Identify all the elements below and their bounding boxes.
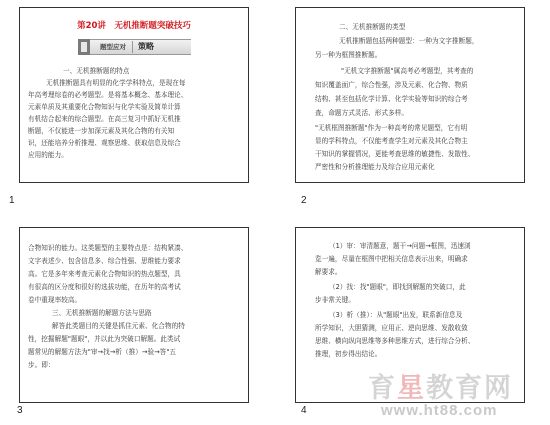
text-line: （2）找：找"题眼"，即找到解题的突破口，此 — [329, 283, 466, 291]
slide-number: 3 — [17, 405, 23, 416]
slide-thumbnail-2[interactable] — [295, 7, 525, 183]
watermark-star-text: 星 — [397, 373, 426, 404]
site-watermark — [368, 366, 513, 405]
text-line: 览一遍，尽量在框图中把相关信息表示出来，明确求 — [315, 255, 468, 263]
text-line: 步非常关键。 — [315, 296, 355, 304]
banner-heading: 策略 — [138, 42, 154, 51]
text-line: 性，挖掘解题"题眼"，并以此为突破口解题。此类试 — [28, 335, 181, 343]
text-line: 文字表述少、包含信息多、综合性强、思维能力要求 — [28, 257, 181, 265]
text-line: 显的学科特点，不仅能考查学生对元素及其化合物主 — [315, 137, 468, 145]
text-line: 思维、横向纵向思维等多种思维方式，进行综合分析、 — [315, 337, 475, 345]
text-line: 结构、甚至包括化学计算、化学实验等知识的综合考 — [315, 95, 468, 103]
slide-title: 第20讲 无机推断题突破技巧 — [77, 21, 191, 31]
banner-label: 题型应对 — [100, 43, 126, 51]
text-line: 卷中重现率较高。 — [28, 296, 82, 304]
text-line: 年高考理综卷的必考题型。是将基本概念、基本理论、 — [28, 91, 188, 99]
text-line: （1）审：审清题意，题干→问题→框图，迅速浏 — [329, 242, 471, 250]
slide-number: 4 — [301, 405, 307, 416]
watermark-text: 教育网 — [426, 373, 513, 404]
slide-number: 2 — [301, 195, 307, 206]
text-line: 解答此类题目的关键是抓住元素、化合物的特 — [52, 322, 185, 330]
text-line: 步。即： — [28, 361, 55, 369]
text-line: 二、无机推断题的类型 — [339, 23, 406, 31]
text-line: 应用的能力。 — [28, 151, 68, 159]
text-line: 合物知识的能力。这类题型的主要特点是：结构紧凑、 — [28, 244, 188, 252]
slide-number: 1 — [9, 195, 15, 206]
text-line: 高。它是多年来考查元素化合物知识的热点题型，具 — [28, 270, 181, 278]
watermark-url: www.ht88.com — [381, 402, 498, 419]
text-line: 无机推断题包括两种题型：一种为文字推断题， — [339, 37, 479, 45]
text-line: 有机结合起来的综合题型。在高三复习中抓好无机推 — [28, 115, 181, 123]
text-line: 所学知识，大胆猜测，应用正、逆向思维、发散收敛 — [315, 324, 468, 332]
slide-thumbnail-3[interactable] — [19, 227, 249, 403]
text-line: 有很高的区分度和很好的选拔功能，在历年的高考试 — [28, 283, 181, 291]
text-line: 元素单质及其重要化合物知识与化学实验及简单计算 — [28, 103, 181, 111]
text-line: 断题，不仅能进一步加深元素及其化合物的有关知 — [28, 127, 175, 135]
text-line: 解要求。 — [315, 268, 342, 276]
strategy-banner — [78, 39, 191, 55]
book-icon — [78, 39, 90, 55]
text-line: 另一种为框图推断题。 — [315, 51, 382, 59]
watermark-text: 育 — [368, 373, 397, 404]
slide-thumbnail-1[interactable] — [19, 7, 249, 183]
text-line: "无机框图推断题"作为一种高考的常见题型，它有明 — [315, 124, 468, 132]
text-line: 识，还能培养分析推理、观察思维、获取信息及综合 — [28, 139, 181, 147]
text-line: 查，命题方式灵活、形式多样。 — [315, 109, 409, 117]
text-line: 知识覆盖面广，综合性强，涉及元素、化合物、物质 — [315, 81, 468, 89]
text-line: 干知识的掌握情况，更能考查思维的敏捷性、发散性、 — [315, 150, 475, 158]
text-line: （3）析（推）：从"题眼"出发，联系新信息及 — [329, 311, 463, 319]
text-line: 严密性和分析推理能力及综合应用元素化 — [315, 163, 435, 171]
text-line: 无机推断题具有明显的化学学科特点，是现在每 — [46, 79, 186, 87]
text-line: 推理，初步得出结论。 — [315, 350, 382, 358]
text-line: "无机文字推断题"属高考必考题型，其考查的 — [341, 67, 474, 75]
text-line: 题常见的解题方法为"审→找→析（推）→验→答"五 — [28, 348, 177, 356]
text-line: 一、无机推断题的特点 — [63, 67, 130, 75]
text-line: 三、无机推断题的解题方法与思路 — [52, 309, 152, 317]
